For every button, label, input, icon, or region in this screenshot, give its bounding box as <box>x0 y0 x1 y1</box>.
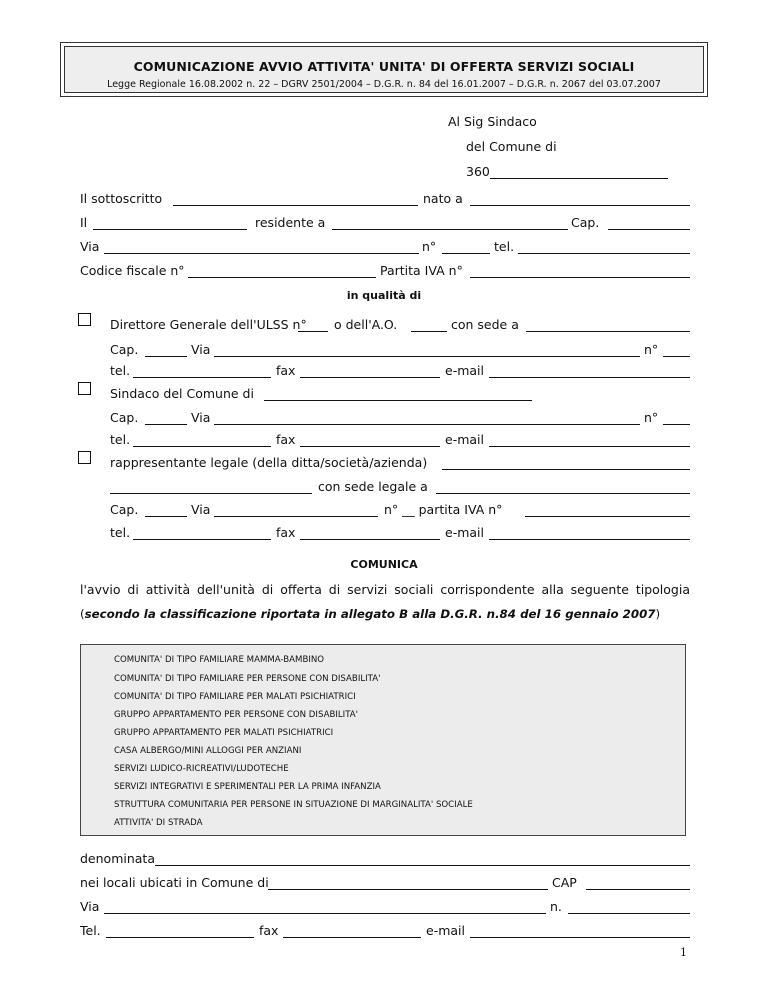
sindaco-checkbox[interactable] <box>78 382 91 395</box>
document-title: COMUNICAZIONE AVVIO ATTIVITA' UNITA' DI OFFERTA SERVIZI SOCIALI <box>133 59 635 74</box>
rappresentante-via-field[interactable] <box>214 516 378 517</box>
codice-fiscale-field[interactable] <box>188 277 376 278</box>
tipologia-option[interactable]: GRUPPO APPARTAMENTO PER MALATI PSICHIATRICI <box>114 728 334 738</box>
label-via: Via <box>80 239 100 254</box>
direttore-email-field[interactable] <box>489 377 690 378</box>
sindaco-comune-field[interactable] <box>264 400 532 401</box>
residente-field[interactable] <box>332 229 568 230</box>
cap-field[interactable] <box>608 229 690 230</box>
label-codice-fiscale: Codice fiscale n° <box>80 263 185 278</box>
unit-tel-field[interactable] <box>106 937 254 938</box>
unit-via-field[interactable] <box>104 913 546 914</box>
direttore-n-label: n° <box>644 342 659 357</box>
sindaco-n-label: n° <box>644 410 659 425</box>
rappresentante-fax-field[interactable] <box>300 539 440 540</box>
label-residente-a: residente a <box>255 215 326 230</box>
comunica-heading: COMUNICA <box>350 558 418 571</box>
sottoscritto-field[interactable] <box>173 205 418 206</box>
sindaco-n-field[interactable] <box>663 424 690 425</box>
direttore-via-label: Via <box>191 342 211 357</box>
direttore-fax-label: fax <box>276 363 296 378</box>
rappresentante-cap-field[interactable] <box>145 516 187 517</box>
unit-n-field[interactable] <box>568 913 690 914</box>
tipologia-option[interactable]: COMUNITA' DI TIPO FAMILIARE PER PERSONE CON DISABILITA' <box>114 674 381 684</box>
sindaco-fax-field[interactable] <box>300 446 440 447</box>
direttore-email-label: e-mail <box>445 363 484 378</box>
label-cap: Cap. <box>571 215 600 230</box>
addressee-line2: del Comune di <box>466 139 557 154</box>
comunica-text-line1: l'avvio di attività dell'unità di offerta di servizi sociali corrispondente alla seguente tipologia <box>80 582 690 597</box>
ulss-n-field[interactable] <box>298 331 328 332</box>
unit-n-label: n. <box>550 899 562 914</box>
label-nato-a: nato a <box>423 191 463 206</box>
tipologia-option[interactable]: COMUNITA' DI TIPO FAMILIARE MAMMA-BAMBINO <box>114 655 325 665</box>
rappresentante-email-field[interactable] <box>489 539 690 540</box>
sindaco-via-field[interactable] <box>214 424 640 425</box>
n-field[interactable] <box>442 253 490 254</box>
sindaco-cap-field[interactable] <box>145 424 187 425</box>
direttore-sede-label: con sede a <box>451 317 519 332</box>
classification-note: secondo la classificazione riportata in allegato B alla D.G.R. n.84 del 16 gennaio 2007 <box>84 607 656 621</box>
tipologia-option[interactable]: SERVIZI LUDICO-RICREATIVI/LUDOTECHE <box>114 764 289 774</box>
sindaco-fax-label: fax <box>276 432 296 447</box>
il-field[interactable] <box>93 229 247 230</box>
rappresentante-ditta-field[interactable] <box>442 469 690 470</box>
rappresentante-email-label: e-mail <box>445 525 484 540</box>
rappresentante-checkbox[interactable] <box>78 451 91 464</box>
sindaco-tel-label: tel. <box>110 432 131 447</box>
qualita-heading: in qualità di <box>346 289 422 302</box>
direttore-via-field[interactable] <box>214 356 640 357</box>
label-sottoscritto: Il sottoscritto <box>80 191 163 206</box>
direttore-fax-field[interactable] <box>300 377 440 378</box>
unit-email-label: e-mail <box>426 923 465 938</box>
label-n: n° <box>422 239 437 254</box>
paren-close: ) <box>655 607 661 621</box>
direttore-n-field[interactable] <box>663 356 690 357</box>
rappresentante-tel-label: tel. <box>110 525 131 540</box>
ditta-name-field[interactable] <box>110 493 312 494</box>
locali-comune-field[interactable] <box>268 889 548 890</box>
direttore-checkbox[interactable] <box>78 313 91 326</box>
paren-open: ( <box>80 607 85 621</box>
unit-tel-label: Tel. <box>80 923 101 938</box>
document-subtitle: Legge Regionale 16.08.2002 n. 22 – DGRV 2501/2004 – D.G.R. n. 84 del 16.01.2007 – D.G.R. n. 2067 del 03.07.2007 <box>107 79 661 90</box>
rappresentante-piva-label: n° __ partita IVA n° <box>384 502 503 517</box>
rappresentante-piva-field[interactable] <box>525 516 690 517</box>
sindaco-cap-label: Cap. <box>110 410 139 425</box>
direttore-cap-field[interactable] <box>145 356 187 357</box>
ao-label: o dell'A.O. <box>334 317 398 332</box>
rappresentante-via-label: Via <box>191 502 211 517</box>
tipologia-option[interactable]: GRUPPO APPARTAMENTO PER PERSONE CON DISABILITA' <box>114 710 359 720</box>
sindaco-label: Sindaco del Comune di <box>110 386 254 401</box>
partita-iva-field[interactable] <box>470 277 690 278</box>
tipologia-option[interactable]: ATTIVITA' DI STRADA <box>114 818 203 828</box>
rappresentante-cap-label: Cap. <box>110 502 139 517</box>
locali-label: nei locali ubicati in Comune di <box>80 875 269 890</box>
direttore-label: Direttore Generale dell'ULSS n° <box>110 317 307 332</box>
via-field[interactable] <box>104 253 419 254</box>
sindaco-tel-field[interactable] <box>133 446 271 447</box>
rappresentante-fax-label: fax <box>276 525 296 540</box>
nato-a-field[interactable] <box>470 205 690 206</box>
unit-via-label: Via <box>80 899 100 914</box>
sindaco-via-label: Via <box>191 410 211 425</box>
unit-cap-label: CAP <box>552 875 577 890</box>
label-tel: tel. <box>494 239 515 254</box>
header-box <box>60 42 708 97</box>
unit-fax-field[interactable] <box>283 937 421 938</box>
sede-legale-label: con sede legale a <box>318 479 428 494</box>
label-partita-iva: Partita IVA n° <box>380 263 463 278</box>
sede-legale-field[interactable] <box>436 493 690 494</box>
direttore-sede-field[interactable] <box>526 331 690 332</box>
addressee-line1: Al Sig Sindaco <box>448 114 537 129</box>
tipologia-option[interactable]: COMUNITA' DI TIPO FAMILIARE PER MALATI PSICHIATRICI <box>114 692 356 702</box>
tipologia-option[interactable]: STRUTTURA COMUNITARIA PER PERSONE IN SITUAZIONE DI MARGINALITA' SOCIALE <box>114 800 473 810</box>
unit-fax-label: fax <box>259 923 279 938</box>
sindaco-email-label: e-mail <box>445 432 484 447</box>
tel-field[interactable] <box>518 253 690 254</box>
direttore-tel-label: tel. <box>110 363 131 378</box>
comunica-text-line2 <box>80 606 660 622</box>
tipologia-option[interactable]: CASA ALBERGO/MINI ALLOGGI PER ANZIANI <box>114 746 302 756</box>
ao-field[interactable] <box>411 331 447 332</box>
tipologia-option[interactable]: SERVIZI INTEGRATIVI E SPERIMENTALI PER LA PRIMA INFANZIA <box>114 782 381 792</box>
rappresentante-tel-field[interactable] <box>133 539 271 540</box>
sindaco-email-field[interactable] <box>489 446 690 447</box>
direttore-cap-label: Cap. <box>110 342 139 357</box>
denominata-field[interactable] <box>155 865 690 866</box>
addressee-line3: 360 <box>466 164 490 179</box>
label-il: Il <box>80 215 88 230</box>
unit-cap-field[interactable] <box>586 889 690 890</box>
unit-email-field[interactable] <box>470 937 690 938</box>
page-number: 1 <box>680 946 687 959</box>
denominata-label: denominata <box>80 851 155 866</box>
rappresentante-label: rappresentante legale (della ditta/società/azienda) <box>110 455 428 470</box>
comune-field-line[interactable] <box>490 178 668 179</box>
direttore-tel-field[interactable] <box>133 377 271 378</box>
